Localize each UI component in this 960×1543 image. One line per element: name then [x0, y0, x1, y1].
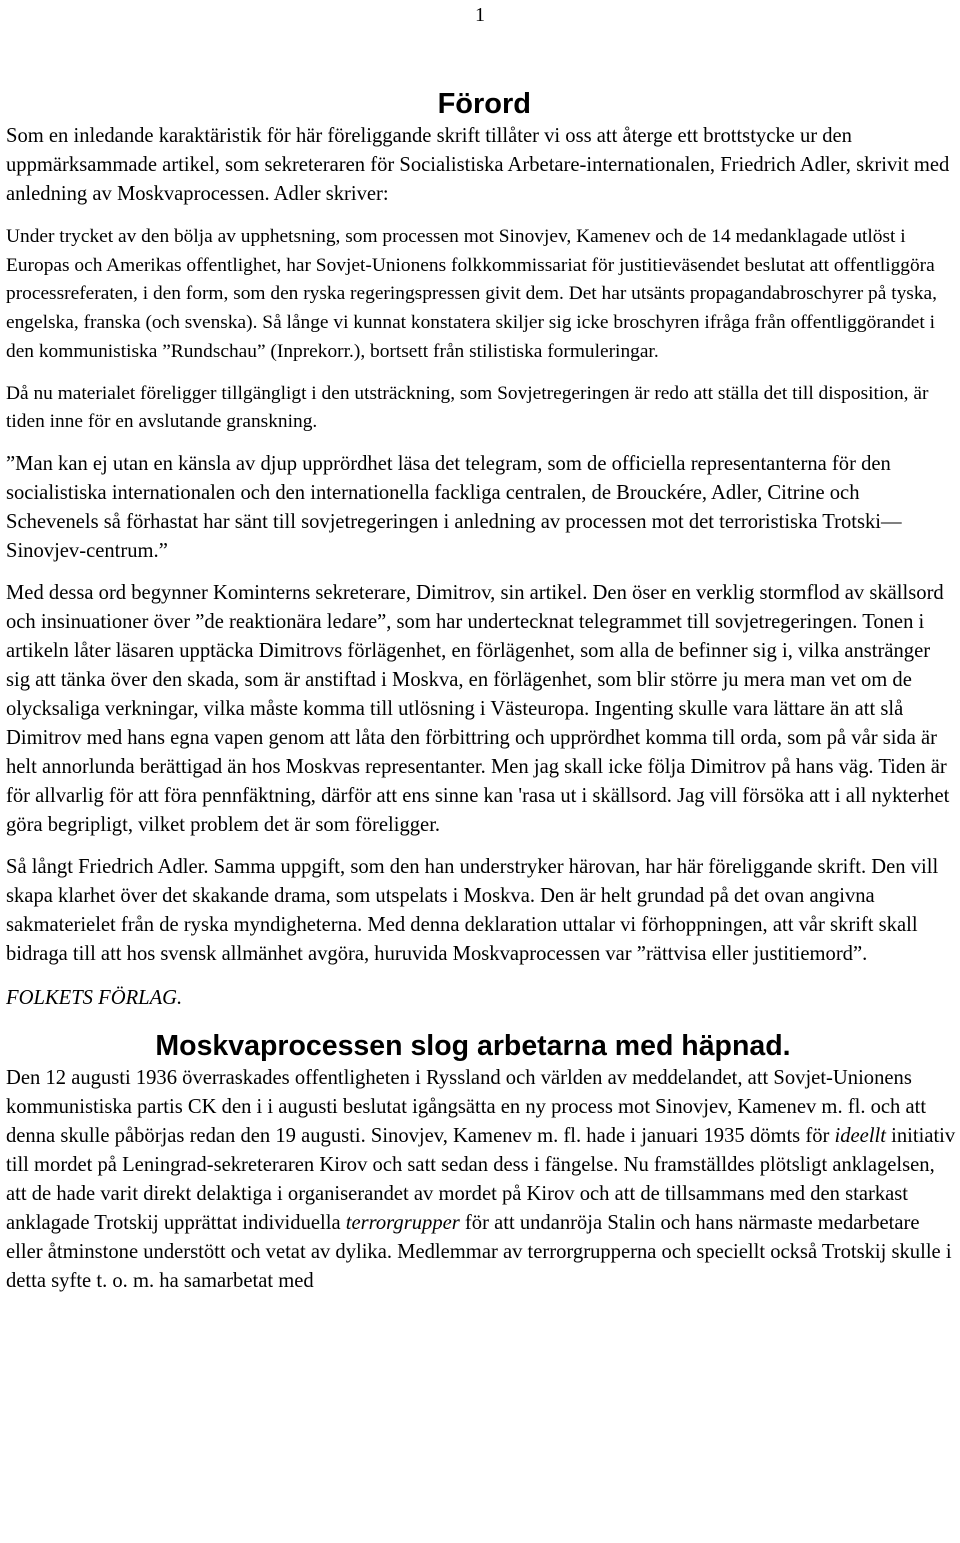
page-number: 1: [475, 4, 485, 26]
section-emphasis-ideellt: ideellt: [834, 1124, 886, 1147]
publisher-signature: FOLKETS FÖRLAG.: [6, 986, 183, 1009]
section-paragraph: [6, 1064, 956, 1296]
section-heading: Moskvaprocessen slog arbetarna med häpnad.: [155, 1029, 791, 1062]
section-text-b: initiativ till mordet på Leningrad-sekreteraren Kirov och satt sedan dess i fängelse. Nu framställdes plötsligt anklagelsen, att de hade varit direkt delaktiga i organiserandet av mordet på Kirov och att de tillsammans med den starkast anklagade Trotskij upprättat individuella: [6, 1124, 956, 1234]
document-body: [6, 86, 956, 1296]
adler-intro: Adler skriver:: [273, 183, 389, 205]
preface-intro: [6, 122, 956, 209]
section-text-a: Den 12 augusti 1936 överraskades offentligheten i Ryssland och världen av meddelandet, att Sovjet-Unionens kommunistiska partis CK den i i augusti beslutat igångsätta en ny process mot Sinovjev, Kamenev m. fl. och att denna skulle påbörjas redan den 19 augusti. Sinovjev, Kamenev m. fl. hade i januari 1935 dömts för: [6, 1066, 927, 1147]
preface-title: Förord: [437, 88, 531, 120]
quote-paragraph-1: Under trycket av den bölja av upphetsning, som processen mot Sinovjev, Kamenev och de 14 medanklagade utlöst i Europas och Amerikas offentlighet, har Sovjet-Unionens folkkommissariat för justitieväsendet beslutat att offentliggöra processreferaten, i den form, som den ryska regeringspressen givit dem. Det har utsänts propagandabroschyrer på tyska, engelska, franska (och svenska). Så långe vi kunnat konstatera skiljer sig icke broschyren ifråga från offentliggörandet i den kommunistiska ”Rundschau” (Inprekorr.), bortsett från stilistiska formuleringar.: [6, 226, 937, 362]
quote-paragraph-4: Med dessa ord begynner Kominterns sekreterare, Dimitrov, sin artikel. Den öser en verklig stormflod av skällsord och insinuationer över ”de reaktionära ledare”, som har undertecknat telegrammet till sovjetregeringen. Tonen i artikeln låter läsaren upptäcka Dimitrovs förlägenhet, en förlägenhet, som alla de befinner sig i, vilka anstränger sig att tänka över den skada, som är anstiftad i Moskva, en förlägenhet, som blir större ju mera man vet om de olycksaliga verkningar, vilka måste komma till utlösning i Västeuropa. Ingenting skulle vara lättare än att slå Dimitrov med hans egna vapen genom att låta den förbittring och upprördhet komma till orda, som på vår sida är helt annorlunda berättigad än hos Moskvas representanter. Men jag skall icke följa Dimitrov på hans väg. Tiden är för allvarlig för att föra pennfäktning, därför att ens sinne kan 'rasa ut i skällsord. Jag vill försöka att i all nykterhet göra begripligt, vilket problem det är som föreligger.: [6, 581, 950, 836]
quote-paragraph-2: Då nu materialet föreligger tillgängligt i den utsträckning, som Sovjetregeringen är redo att ställa det till disposition, är tiden inne för en avslutande granskning.: [6, 382, 929, 433]
quote-paragraph-3: ”Man kan ej utan en känsla av djup upprördhet läsa det telegram, som de officiella representanterna för den socialistiska internationalen och den internationella fackliga centralen, de Brouckére, Adler, Citrine och Schevenels så förhastat har sänt till sovjetregeringen i anledning av processen mot det terroristiska Trotski—Sinovjev-centrum.”: [6, 452, 902, 562]
section-text-c: för att undanröja Stalin och hans närmaste medarbetare eller åtminstone understött och vetat av dylika. Medlemmar av terrorgrupperna och speciellt också Trotskij skulle i detta syfte t. o. m. ha samarbetat med: [6, 1211, 952, 1292]
section-emphasis-terrorgrupper: terrorgrupper: [345, 1211, 460, 1234]
preface-intro-text: Som en inledande karaktäristik för här föreliggande skrift tillåter vi oss att återge ett brottstycke ur den uppmärksammade artikel, som sekreteraren för Socialistiska Arbetare-internationalen, Friedrich Adler, skrivit med anledning av Moskvaprocessen.: [6, 125, 950, 205]
closing-paragraph: Så långt Friedrich Adler. Samma uppgift, som den han understryker härovan, har här föreliggande skrift. Den vill skapa klarhet över det skakande drama, som utspelats i Moskva. Den är helt grundad på det ovan angivna sakmaterielet från de ryska myndigheterna. Med denna deklaration uttalar vi förhoppningen, att vår skrift skall bidraga till att hos svensk allmänhet avgöra, huruvida Moskvaprocessen var ”rättvisa eller justitiemord”.: [6, 855, 939, 965]
